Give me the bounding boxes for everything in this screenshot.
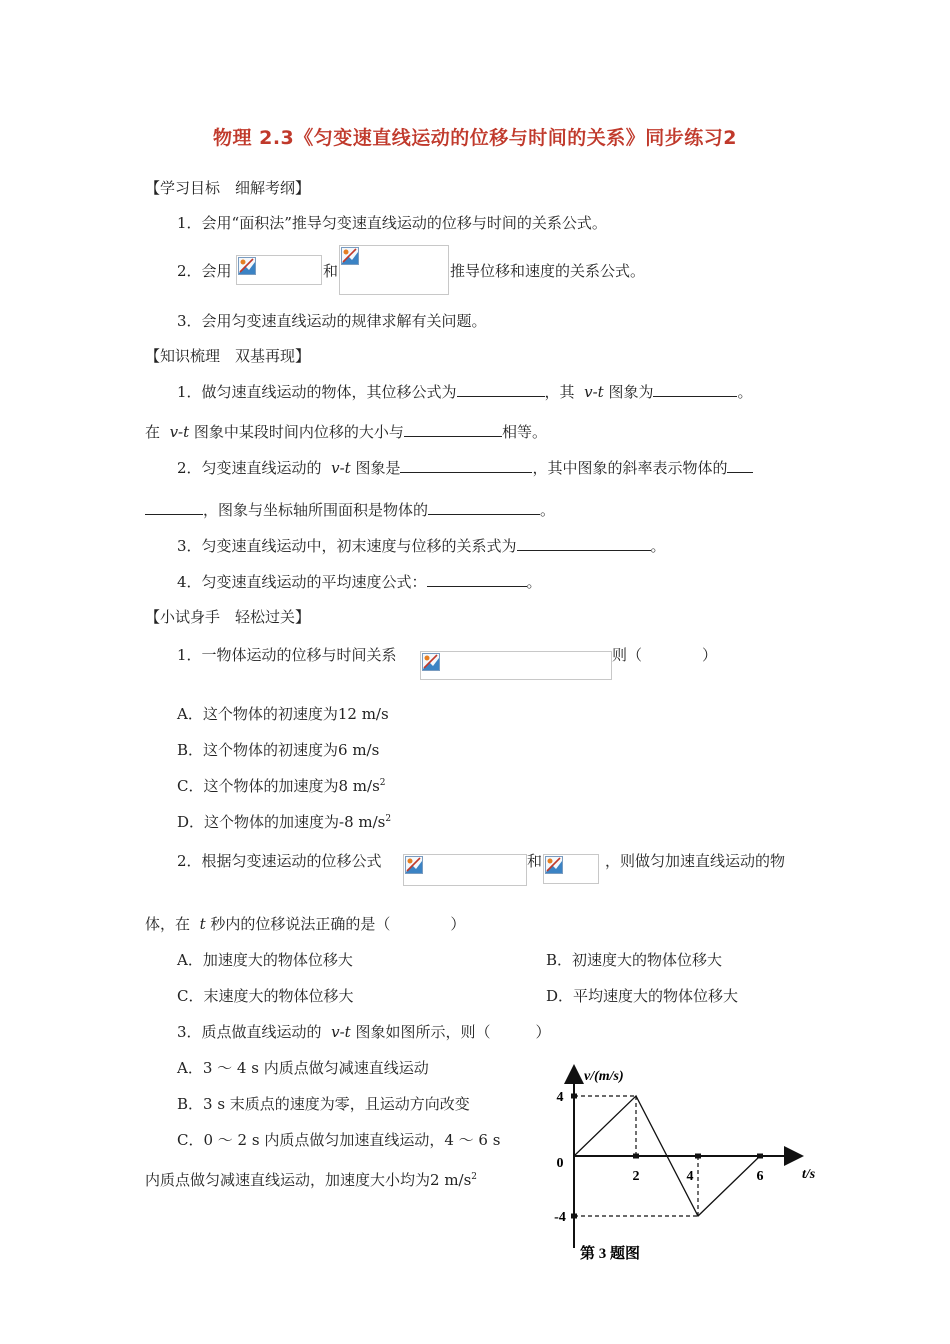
text: v-t bbox=[584, 383, 604, 401]
goal-item-2c: 推导位移和速度的关系公式。 bbox=[450, 262, 646, 280]
broken-image-icon bbox=[545, 856, 563, 874]
q1-option-b: B．这个物体的初速度为6 m/s bbox=[177, 741, 380, 759]
text: 图象如图所示，则（ ） bbox=[355, 1023, 551, 1041]
superscript: 2 bbox=[385, 814, 392, 824]
tick-mark bbox=[571, 1214, 577, 1219]
formula-image-2 bbox=[339, 245, 449, 295]
q1-option-c bbox=[177, 776, 386, 796]
y-tick-label: 0 bbox=[556, 1156, 564, 1171]
formula-image-q2b bbox=[543, 854, 599, 884]
knowledge-line-4 bbox=[145, 500, 555, 520]
text: ，图象与坐标轴所围面积是物体的 bbox=[203, 501, 429, 519]
formula-image-q2a bbox=[403, 854, 527, 886]
knowledge-line-3 bbox=[177, 458, 753, 478]
q3-option-a: A．3 ～ 4 s 内质点做匀减速直线运动 bbox=[177, 1059, 429, 1077]
formula-image-q1 bbox=[420, 651, 612, 680]
question-1-stem: 1．一物体运动的位移与时间关系 bbox=[177, 646, 397, 664]
question-2-and: 和 bbox=[527, 852, 543, 870]
question-2-stem: 2．根据匀变速运动的位移公式 bbox=[177, 852, 382, 870]
answer-blank bbox=[457, 382, 545, 397]
broken-image-icon bbox=[238, 257, 256, 275]
text: 。 bbox=[540, 501, 556, 519]
goal-item-2a: 2．会用 bbox=[177, 262, 232, 280]
q3-option-b: B．3 s 末质点的速度为零，且运动方向改变 bbox=[177, 1095, 470, 1113]
answer-blank bbox=[404, 422, 502, 437]
tick-mark bbox=[633, 1154, 639, 1159]
knowledge-line-1 bbox=[177, 382, 753, 402]
text: 内质点做匀减速直线运动，加速度大小均为2 m/s bbox=[145, 1171, 472, 1189]
text: v-t bbox=[169, 423, 190, 441]
y-axis-label: v/(m/s) bbox=[584, 1069, 624, 1084]
text: D．这个物体的加速度为-8 m/s bbox=[177, 813, 386, 831]
q2-option-d: D．平均速度大的物体位移大 bbox=[546, 987, 739, 1005]
x-tick-label: 2 bbox=[632, 1169, 640, 1184]
vt-graph bbox=[540, 1056, 840, 1276]
answer-blank bbox=[653, 382, 737, 397]
text: C．这个物体的加速度为8 m/s bbox=[177, 777, 380, 795]
q3-option-c: C．0 ～ 2 s 内质点做匀加速直线运动，4 ～ 6 s bbox=[177, 1131, 501, 1149]
broken-image-icon bbox=[341, 247, 359, 265]
q1-option-a: A．这个物体的初速度为12 m/s bbox=[177, 705, 389, 723]
answer-blank bbox=[145, 500, 203, 515]
q3-option-c-cont bbox=[145, 1170, 477, 1190]
text: 3．匀变速直线运动中，初末速度与位移的关系式为 bbox=[177, 537, 517, 555]
text: 秒内的位移说法正确的是（ ） bbox=[210, 915, 466, 933]
text: t bbox=[199, 915, 206, 933]
text: 。 bbox=[650, 537, 666, 555]
text: 图象是 bbox=[355, 459, 401, 477]
figure-caption: 第 3 题图 bbox=[580, 1246, 641, 1262]
text: 4．匀变速直线运动的平均速度公式： bbox=[177, 573, 427, 591]
q2-option-a: A．加速度大的物体位移大 bbox=[177, 951, 353, 969]
text: 相等。 bbox=[501, 423, 547, 441]
text: 。 bbox=[526, 573, 542, 591]
question-1-bracket: 则（ ） bbox=[612, 646, 718, 664]
answer-blank bbox=[428, 500, 540, 515]
text: ，其中图象的斜率表示物体的 bbox=[532, 459, 728, 477]
goal-item-2b: 和 bbox=[323, 262, 339, 280]
answer-blank bbox=[400, 458, 532, 473]
section-heading-goals: 【学习目标 细解考纲】 bbox=[145, 179, 311, 197]
y-tick-label: -4 bbox=[554, 1210, 566, 1225]
text: v-t bbox=[331, 1023, 351, 1041]
x-tick-label: 6 bbox=[756, 1169, 764, 1184]
text: 。 bbox=[737, 383, 753, 401]
text: 1．做匀速直线运动的物体，其位移公式为 bbox=[177, 383, 457, 401]
q1-option-d bbox=[177, 812, 391, 832]
x-tick-label: 4 bbox=[686, 1169, 694, 1184]
section-heading-practice: 【小试身手 轻松过关】 bbox=[145, 608, 311, 626]
text: 2．匀变速直线运动的 bbox=[177, 459, 322, 477]
y-tick-label: 4 bbox=[556, 1090, 564, 1105]
broken-image-icon bbox=[422, 653, 440, 671]
answer-blank bbox=[727, 458, 753, 473]
text: 在 bbox=[145, 423, 161, 441]
question-2-stem-cont: ，则做匀加速直线运动的物 bbox=[605, 852, 786, 870]
text: 3．质点做直线运动的 bbox=[177, 1023, 322, 1041]
page-title: 物理 2.3《匀变速直线运动的位移与时间的关系》同步练习2 bbox=[213, 127, 737, 149]
knowledge-line-5 bbox=[177, 536, 666, 556]
goal-item-1: 1．会用“面积法”推导匀变速直线运动的位移与时间的关系公式。 bbox=[177, 214, 607, 232]
x-axis-label: t/s bbox=[802, 1167, 816, 1182]
answer-blank bbox=[427, 572, 527, 587]
goal-item-3: 3．会用匀变速直线运动的规律求解有关问题。 bbox=[177, 312, 487, 330]
formula-image-1 bbox=[236, 255, 322, 285]
text: ，其 bbox=[544, 383, 575, 401]
text: 图象中某段时间内位移的大小与 bbox=[193, 423, 404, 441]
text: v-t bbox=[331, 459, 351, 477]
superscript: 2 bbox=[471, 1172, 478, 1182]
q2-option-b: B．初速度大的物体位移大 bbox=[546, 951, 723, 969]
tick-mark bbox=[695, 1154, 701, 1159]
broken-image-icon bbox=[405, 856, 423, 874]
text: 图象为 bbox=[608, 383, 654, 401]
question-3-stem bbox=[177, 1022, 550, 1042]
knowledge-line-2 bbox=[145, 422, 547, 442]
tick-labels bbox=[554, 1090, 763, 1225]
tick-mark bbox=[571, 1094, 577, 1099]
superscript: 2 bbox=[379, 778, 386, 788]
text: 体，在 bbox=[145, 915, 191, 933]
q2-option-c: C．末速度大的物体位移大 bbox=[177, 987, 354, 1005]
knowledge-line-6 bbox=[177, 572, 542, 592]
answer-blank bbox=[517, 536, 651, 551]
section-heading-knowledge: 【知识梳理 双基再现】 bbox=[145, 347, 311, 365]
question-2-stem-line2 bbox=[145, 914, 465, 934]
